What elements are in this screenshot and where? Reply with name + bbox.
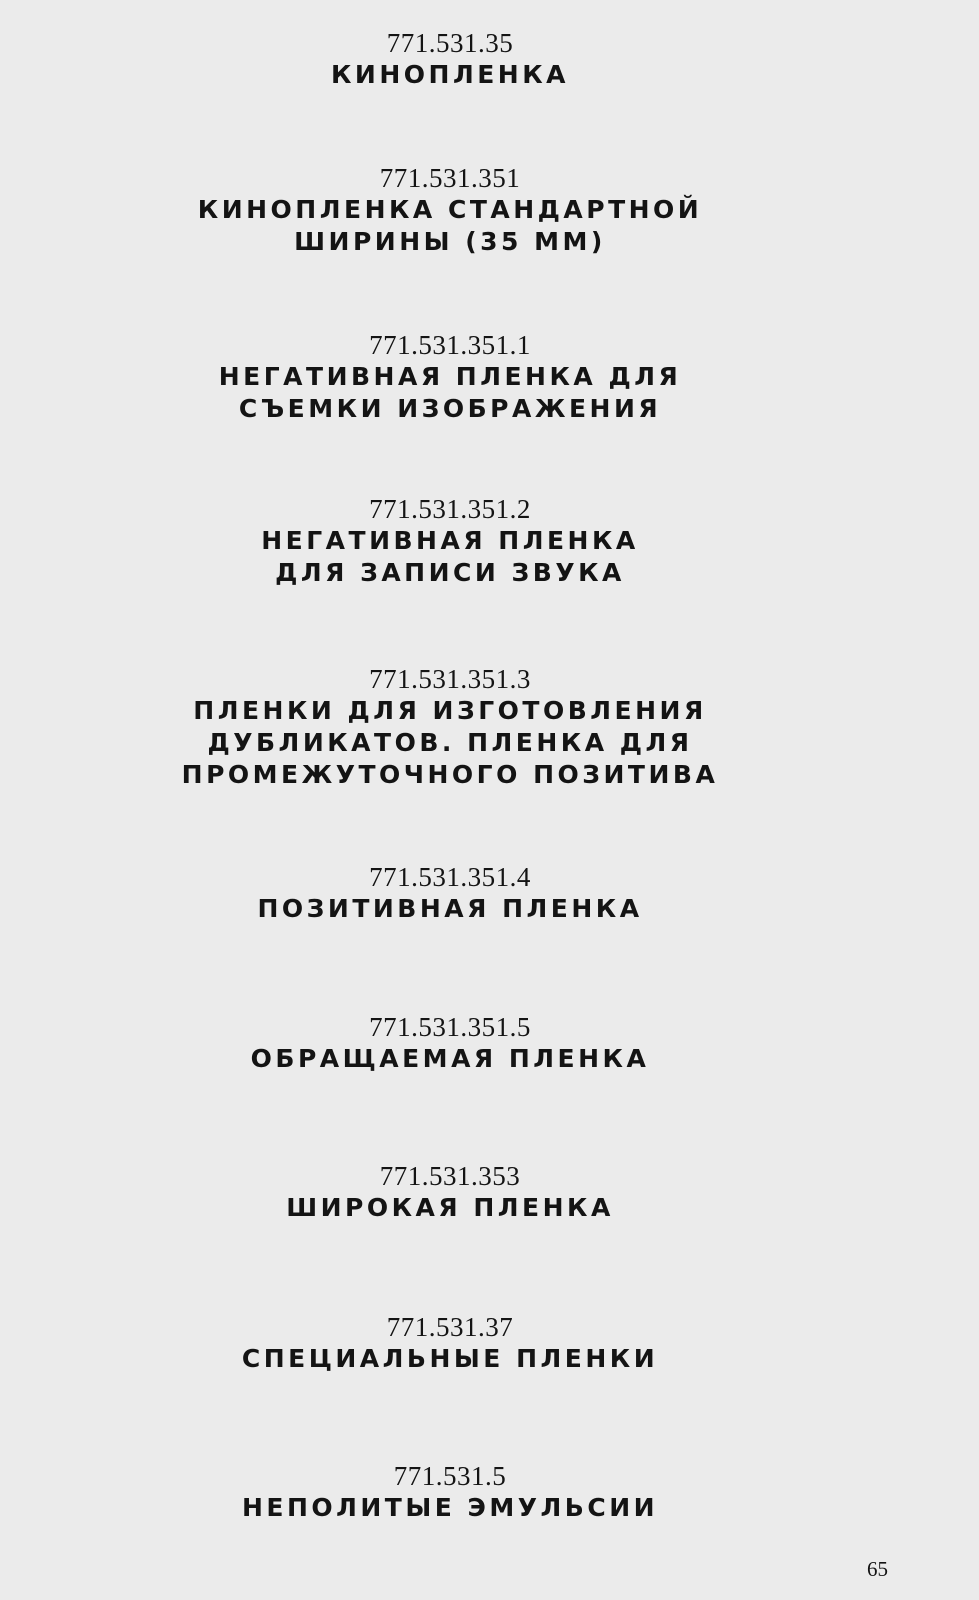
entry-title (0, 893, 900, 925)
entry-title-line: КИНОПЛЕНКА СТАНДАРТНОЙ (197, 195, 703, 224)
entry-title (0, 59, 900, 91)
entry-code: 771.531.5 (393, 1461, 507, 1491)
entry-code: 771.531.351.4 (369, 862, 531, 892)
entry-title (0, 525, 900, 589)
entry-title-line: НЕГАТИВНАЯ ПЛЕНКА ДЛЯ (218, 362, 682, 391)
entry-title-line: ДЛЯ ЗАПИСИ ЗВУКА (275, 558, 625, 587)
entry-771-531-353 (0, 1161, 900, 1224)
entry-code: 771.531.351.1 (369, 330, 531, 360)
entry-code: 771.531.351.2 (369, 494, 531, 524)
entry-771-531-351-2 (0, 494, 900, 589)
entry-title (0, 361, 900, 425)
entry-title-line: ОБРАЩАЕМАЯ ПЛЕНКА (250, 1044, 650, 1073)
entry-title-line: ПОЗИТИВНАЯ ПЛЕНКА (257, 894, 643, 923)
entry-code: 771.531.351 (379, 163, 521, 193)
page-number: 65 (867, 1557, 888, 1581)
entry-code: 771.531.351.5 (369, 1012, 531, 1042)
entry-title (0, 695, 900, 791)
entry-code: 771.531.353 (379, 1161, 521, 1191)
entry-title (0, 1043, 900, 1075)
entry-code: 771.531.37 (386, 1312, 514, 1342)
entry-code: 771.531.351.3 (369, 664, 531, 694)
entry-title-line: ШИРИНЫ (35 ММ) (294, 227, 606, 256)
entry-title-line: ШИРОКАЯ ПЛЕНКА (286, 1193, 614, 1222)
entry-code: 771.531.35 (386, 28, 514, 58)
entry-title-line: НЕПОЛИТЫЕ ЭМУЛЬСИИ (241, 1493, 659, 1522)
entry-title-line: СЪЕМКИ ИЗОБРАЖЕНИЯ (238, 394, 662, 423)
entry-title-line: ДУБЛИКАТОВ. ПЛЕНКА ДЛЯ (207, 728, 693, 757)
entry-title-line: КИНОПЛЕНКА (330, 60, 569, 89)
entry-771-531-5 (0, 1461, 900, 1524)
entry-771-531-351-1 (0, 330, 900, 425)
entry-title-line: НЕГАТИВНАЯ ПЛЕНКА (261, 526, 639, 555)
entry-title (0, 1343, 900, 1375)
entry-title-line: ПЛЕНКИ ДЛЯ ИЗГОТОВЛЕНИЯ (193, 696, 707, 725)
entry-771-531-351-5 (0, 1012, 900, 1075)
entry-title (0, 1192, 900, 1224)
entry-771-531-351-3 (0, 664, 900, 791)
entry-title (0, 1492, 900, 1524)
entry-771-531-37 (0, 1312, 900, 1375)
entry-771-531-351 (0, 163, 900, 258)
entry-title-line: СПЕЦИАЛЬНЫЕ ПЛЕНКИ (241, 1344, 659, 1373)
entry-title-line: ПРОМЕЖУТОЧНОГО ПОЗИТИВА (181, 760, 719, 789)
entry-771-531-35 (0, 28, 900, 91)
entry-title (0, 194, 900, 258)
entry-771-531-351-4 (0, 862, 900, 925)
